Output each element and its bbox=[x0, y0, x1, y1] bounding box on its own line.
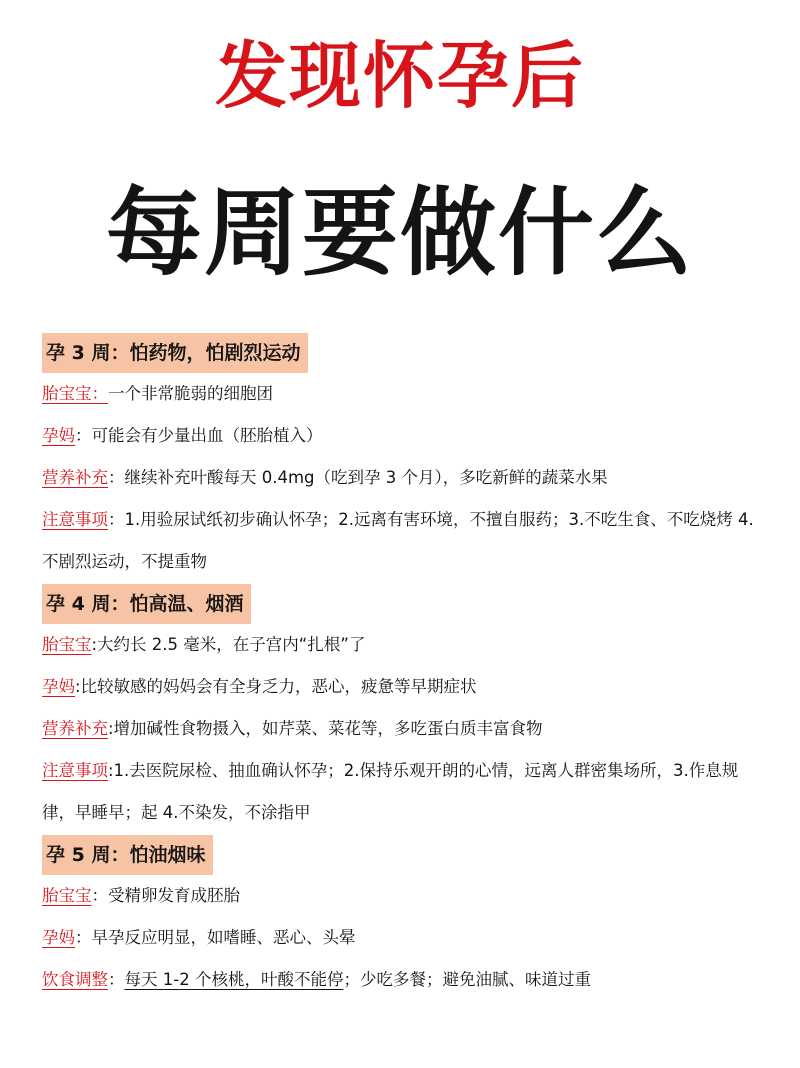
row-label: 饮食调整 bbox=[42, 970, 108, 989]
row-text: ：受精卵发育成胚胎 bbox=[91, 886, 240, 905]
row-diet bbox=[42, 959, 762, 1001]
row-label: 孕妈 bbox=[42, 426, 75, 445]
row-text: :大约长 2.5 毫米，在子宫内“扎根”了 bbox=[91, 635, 366, 654]
row-label: 营养补充 bbox=[42, 719, 108, 738]
row-fetus bbox=[42, 875, 762, 917]
row-text: :增加碱性食物摄入，如芹菜、菜花等，多吃蛋白质丰富食物 bbox=[108, 719, 543, 738]
row-text: :1.去医院尿检、抽血确认怀孕；2.保持乐观开朗的心情，远离人群密集场所，3.作息规律，早睡早；起 4.不染发，不涂指甲 bbox=[42, 761, 739, 822]
section-week-3 bbox=[42, 333, 762, 583]
section-header: 孕 3 周：怕药物，怕剧烈运动 bbox=[42, 333, 308, 373]
row-notes bbox=[42, 750, 762, 834]
row-fetus bbox=[42, 624, 762, 666]
row-text: 一个非常脆弱的细胞团 bbox=[108, 384, 273, 403]
row-text: ：可能会有少量出血（胚胎植入） bbox=[75, 426, 323, 445]
row-text-after: ；少吃多餐；避免油腻、味道过重 bbox=[343, 970, 591, 989]
row-mother bbox=[42, 666, 762, 708]
row-label: 孕妈 bbox=[42, 928, 75, 947]
row-text: ： bbox=[108, 970, 125, 989]
row-text: :比较敏感的妈妈会有全身乏力，恶心，疲惫等早期症状 bbox=[75, 677, 477, 696]
row-label: 注意事项 bbox=[42, 761, 108, 780]
row-text: ：1.用验尿试纸初步确认怀孕；2.远离有害环境，不擅自服药；3.不吃生食、不吃烧烤 4.不剧烈运动，不提重物 bbox=[42, 510, 754, 571]
row-mother bbox=[42, 415, 762, 457]
section-header: 孕 4 周：怕高温、烟酒 bbox=[42, 584, 251, 624]
row-label: 注意事项 bbox=[42, 510, 108, 529]
row-nutrition bbox=[42, 457, 762, 499]
row-text: ：继续补充叶酸每天 0.4mg（吃到孕 3 个月），多吃新鲜的蔬菜水果 bbox=[108, 468, 608, 487]
title-line-2: 每周要做什么 bbox=[106, 177, 694, 289]
row-label: 胎宝宝： bbox=[42, 384, 108, 403]
section-header: 孕 5 周：怕油烟味 bbox=[42, 835, 213, 875]
row-notes bbox=[42, 499, 762, 583]
row-mother bbox=[42, 917, 762, 959]
row-label: 营养补充 bbox=[42, 468, 108, 487]
row-text: ：早孕反应明显，如嗜睡、恶心、头晕 bbox=[75, 928, 356, 947]
title-line-1: 发现怀孕后 bbox=[214, 34, 585, 118]
row-label: 孕妈 bbox=[42, 677, 75, 696]
section-week-4 bbox=[42, 584, 762, 834]
row-fetus bbox=[42, 373, 762, 415]
row-nutrition bbox=[42, 708, 762, 750]
row-text-underlined: 每天 1-2 个核桃，叶酸不能停 bbox=[124, 970, 344, 989]
row-label: 胎宝宝 bbox=[42, 635, 92, 654]
row-label: 胎宝宝 bbox=[42, 886, 92, 905]
content bbox=[42, 333, 762, 1001]
section-week-5 bbox=[42, 835, 762, 1001]
